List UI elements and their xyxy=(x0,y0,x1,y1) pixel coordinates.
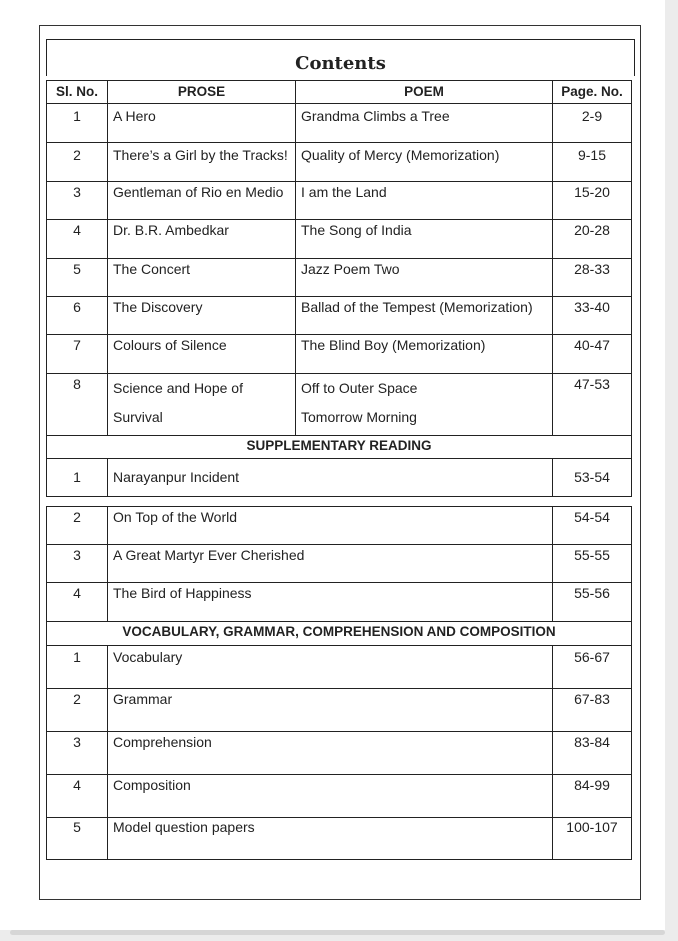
row-title: Grammar xyxy=(107,688,553,732)
header-sl-no: Sl. No. xyxy=(46,80,108,104)
row-sl: 3 xyxy=(46,544,108,583)
row-sl: 6 xyxy=(46,296,108,335)
row-page: 20-28 xyxy=(552,219,632,259)
row-poem-line: Off to Outer Space xyxy=(301,380,418,396)
row-page: 9-15 xyxy=(552,142,632,182)
row-sl: 4 xyxy=(46,582,108,622)
row-title: Comprehension xyxy=(107,731,553,775)
row-poem: Grandma Climbs a Tree xyxy=(295,103,553,143)
row-page: 55-55 xyxy=(552,544,632,583)
row-poem: Jazz Poem Two xyxy=(295,258,553,297)
row-sl: 5 xyxy=(46,258,108,297)
row-title: Composition xyxy=(107,774,553,818)
row-page: 2-9 xyxy=(552,103,632,143)
row-title: Model question papers xyxy=(107,817,553,860)
row-page: 55-56 xyxy=(552,582,632,622)
row-sl: 7 xyxy=(46,334,108,374)
row-page: 33-40 xyxy=(552,296,632,335)
row-prose: The Concert xyxy=(107,258,296,297)
row-prose: Gentleman of Rio en Medio xyxy=(107,181,296,220)
header-poem: POEM xyxy=(295,80,553,104)
row-prose-line: Survival xyxy=(113,409,163,425)
row-title: Vocabulary xyxy=(107,645,553,689)
row-sl: 5 xyxy=(46,817,108,860)
row-title: A Great Martyr Ever Cherished xyxy=(107,544,553,583)
section-heading-vocabulary: VOCABULARY, GRAMMAR, COMPREHENSION AND COMPOSITION xyxy=(46,621,632,646)
row-sl: 1 xyxy=(46,458,108,497)
horizontal-scrollbar[interactable] xyxy=(10,930,665,935)
row-prose: Colours of Silence xyxy=(107,334,296,374)
row-title: Narayanpur Incident xyxy=(107,458,553,497)
header-prose: PROSE xyxy=(107,80,296,104)
row-sl: 2 xyxy=(46,506,108,545)
row-page: 40-47 xyxy=(552,334,632,374)
row-page: 54-54 xyxy=(552,506,632,545)
row-poem-line: Tomorrow Morning xyxy=(301,409,417,425)
row-title: On Top of the World xyxy=(107,506,553,545)
row-sl: 1 xyxy=(46,645,108,689)
contents-title: Contents xyxy=(46,39,635,76)
row-sl: 3 xyxy=(46,181,108,220)
row-page: 100-107 xyxy=(552,817,632,860)
row-sl: 2 xyxy=(46,688,108,732)
row-sl: 4 xyxy=(46,219,108,259)
row-prose xyxy=(107,373,296,436)
row-page: 56-67 xyxy=(552,645,632,689)
row-sl: 3 xyxy=(46,731,108,775)
row-page: 67-83 xyxy=(552,688,632,732)
row-poem xyxy=(295,373,553,436)
row-sl: 8 xyxy=(46,373,108,436)
section-heading-supplementary: SUPPLEMENTARY READING xyxy=(46,435,632,459)
row-sl: 4 xyxy=(46,774,108,818)
row-page: 84-99 xyxy=(552,774,632,818)
row-poem: I am the Land xyxy=(295,181,553,220)
row-page: 15-20 xyxy=(552,181,632,220)
row-page: 53-54 xyxy=(552,458,632,497)
row-prose-line: Science and Hope of xyxy=(113,380,243,396)
row-poem: Quality of Mercy (Memorization) xyxy=(295,142,553,182)
row-sl: 2 xyxy=(46,142,108,182)
row-sl: 1 xyxy=(46,103,108,143)
row-page: 28-33 xyxy=(552,258,632,297)
row-prose: The Discovery xyxy=(107,296,296,335)
row-page: 83-84 xyxy=(552,731,632,775)
header-page-no: Page. No. xyxy=(552,80,632,104)
row-prose: Dr. B.R. Ambedkar xyxy=(107,219,296,259)
row-prose: There’s a Girl by the Tracks! xyxy=(107,142,296,182)
row-prose: A Hero xyxy=(107,103,296,143)
row-title: The Bird of Happiness xyxy=(107,582,553,622)
row-poem: The Song of India xyxy=(295,219,553,259)
row-poem: Ballad of the Tempest (Memorization) xyxy=(295,296,553,335)
row-poem: The Blind Boy (Memorization) xyxy=(295,334,553,374)
row-page: 47-53 xyxy=(552,373,632,436)
